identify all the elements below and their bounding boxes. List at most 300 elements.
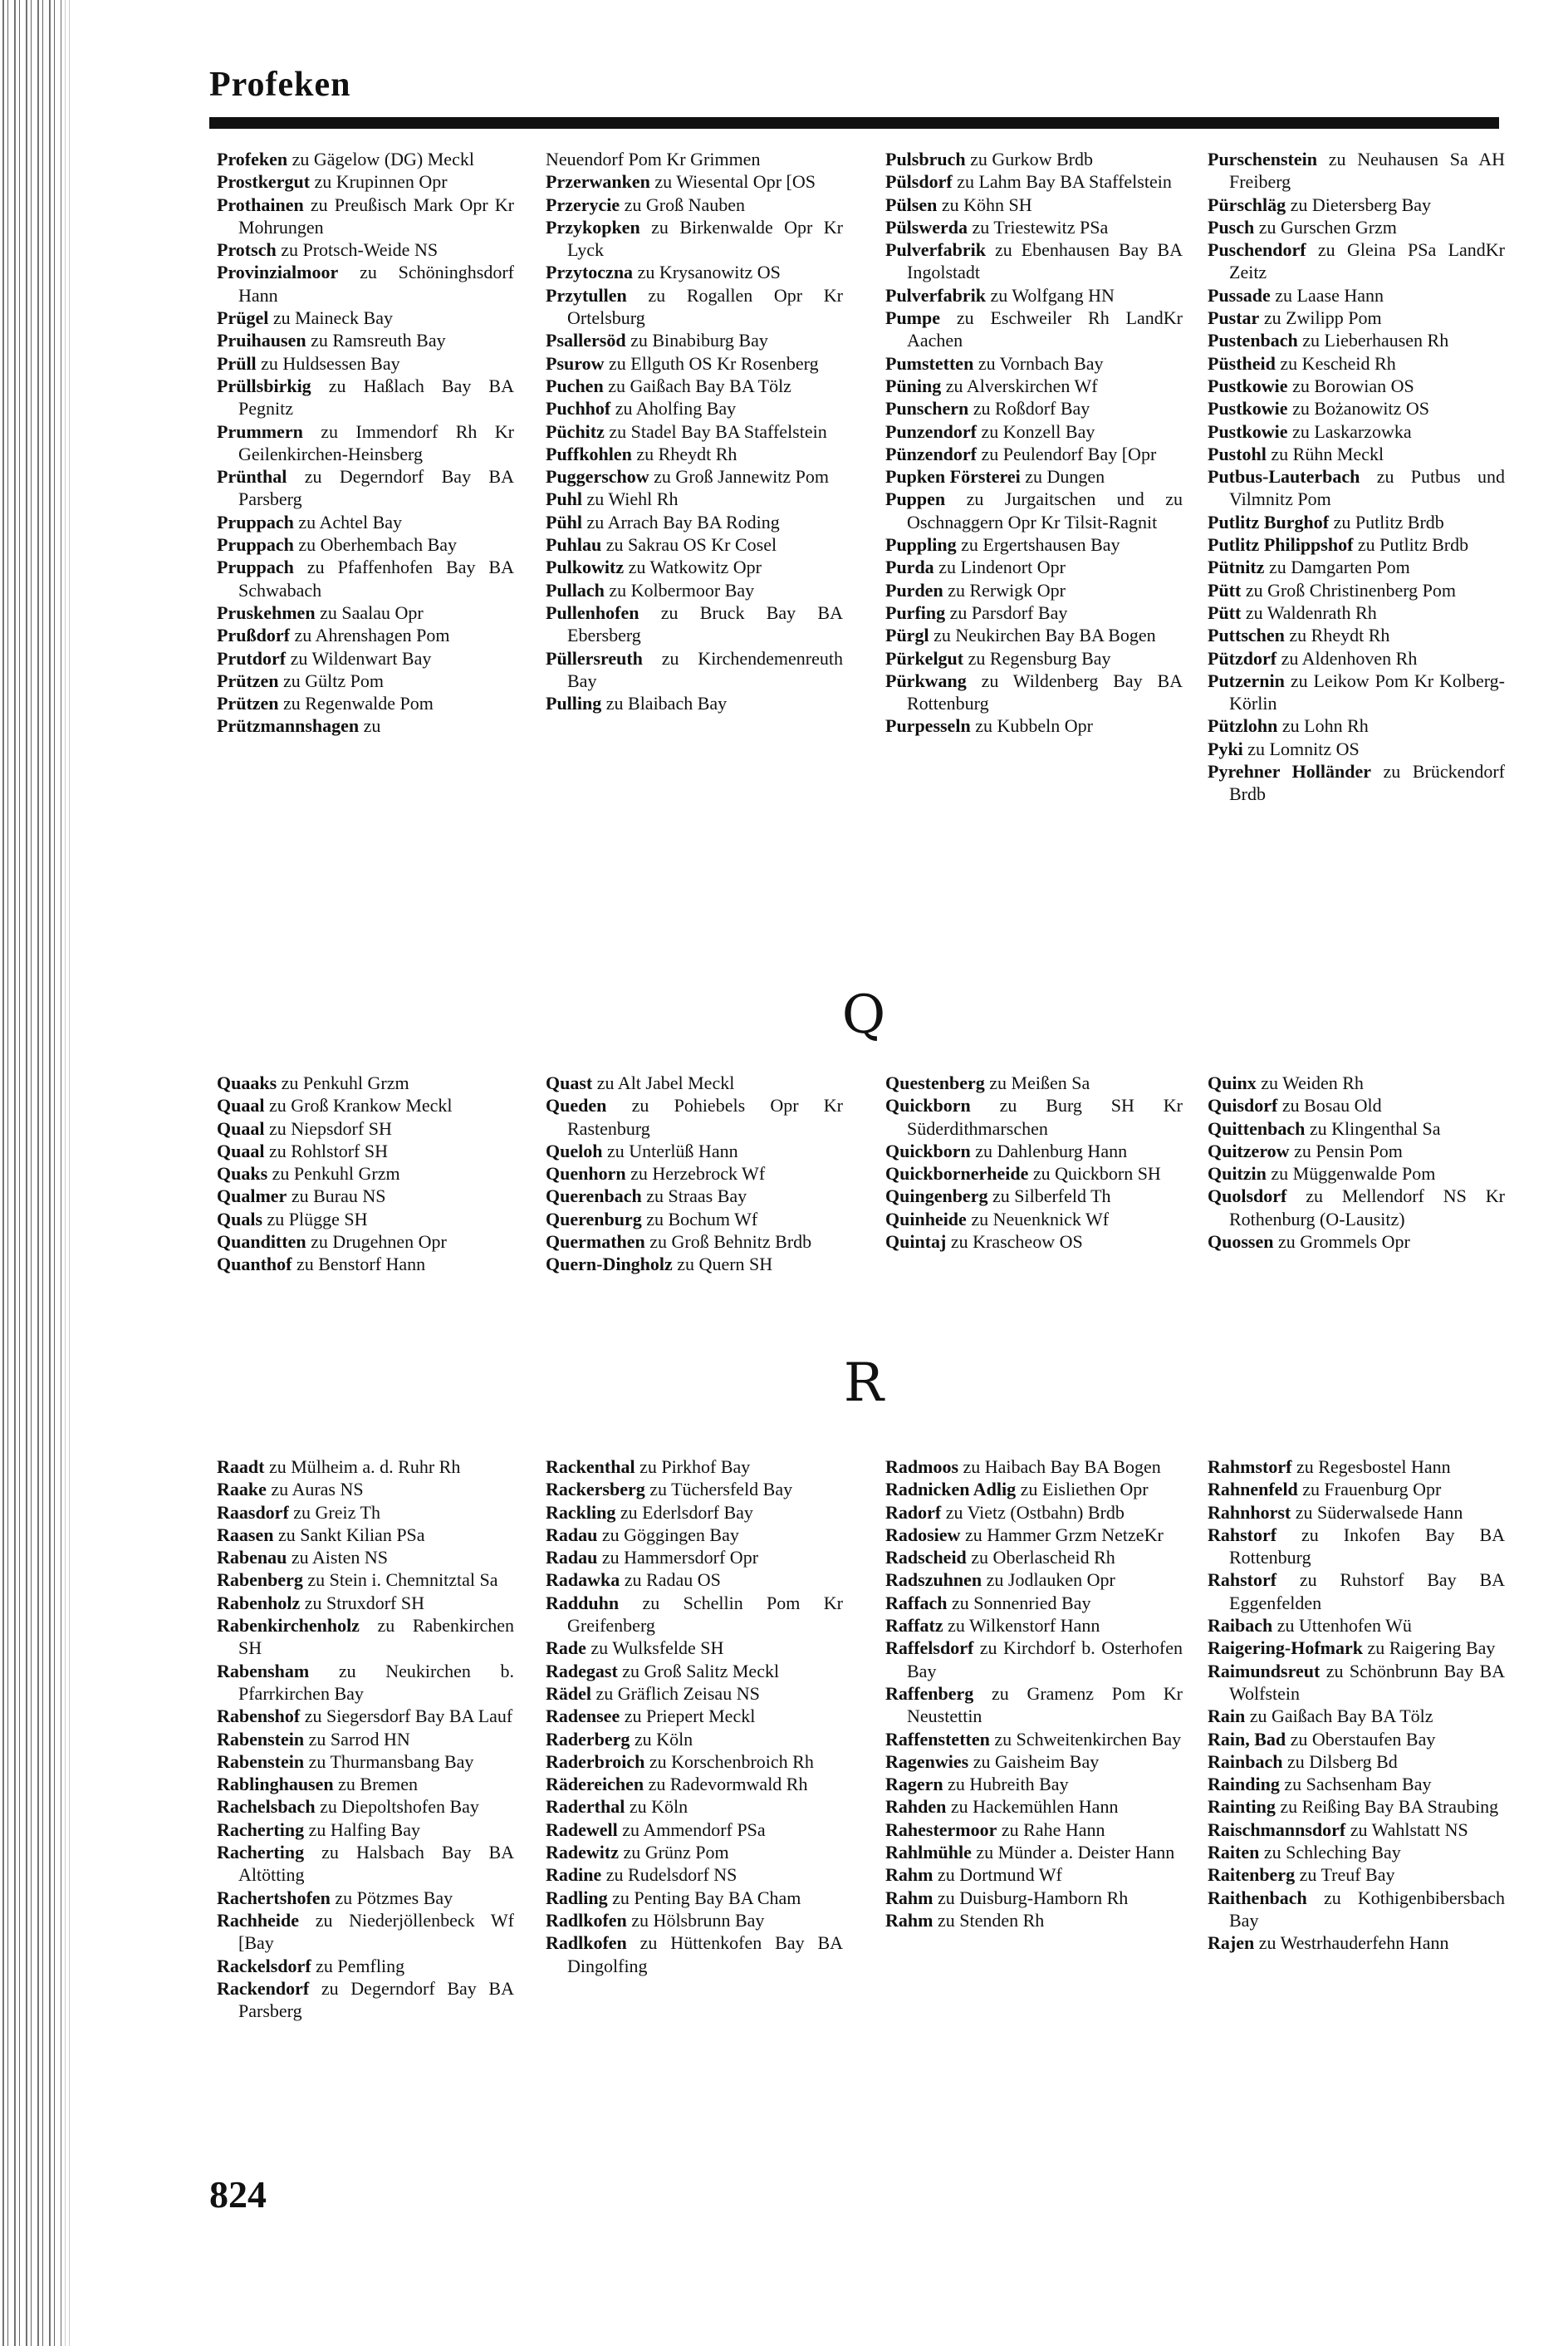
entry-location: zu Bremen bbox=[338, 1774, 419, 1795]
entry-headword: Rain, Bad bbox=[1208, 1728, 1286, 1750]
entry-location: zu Parsdorf Bay bbox=[949, 601, 1068, 623]
gazetteer-entry bbox=[217, 1094, 514, 1117]
entry-location: zu Niederjöllenbeck Wf [Bay bbox=[238, 1909, 514, 1954]
entry-headword: Puppen bbox=[885, 488, 946, 510]
gazetteer-entry bbox=[1208, 284, 1505, 307]
gazetteer-entry bbox=[217, 1253, 514, 1275]
entry-headword: Pullenhofen bbox=[546, 601, 639, 623]
text-column bbox=[1208, 148, 1505, 806]
gazetteer-entry bbox=[217, 624, 514, 646]
gazetteer-entry bbox=[885, 170, 1183, 193]
entry-headword: Raffenstetten bbox=[885, 1728, 990, 1750]
entry-location: zu Neukirchen Bay BA Bogen bbox=[933, 625, 1156, 646]
gazetteer-entry bbox=[885, 1728, 1183, 1750]
gazetteer-entry bbox=[217, 647, 514, 670]
gazetteer-entry bbox=[1208, 533, 1505, 556]
entry-headword: Raibach bbox=[1208, 1615, 1273, 1637]
entry-headword: Przytullen bbox=[546, 284, 627, 306]
gazetteer-entry bbox=[1208, 1094, 1505, 1117]
entry-location: zu Gleina PSa LandKr Zeitz bbox=[1229, 239, 1505, 283]
gazetteer-entry bbox=[885, 465, 1183, 488]
entry-headword: Radlkofen bbox=[546, 1932, 627, 1954]
entry-location: zu Huldsessen Bay bbox=[261, 352, 400, 374]
text-column bbox=[217, 1072, 514, 1276]
gazetteer-entry bbox=[217, 1478, 514, 1500]
gazetteer-entry bbox=[1208, 1773, 1505, 1795]
gazetteer-entry bbox=[546, 1795, 843, 1818]
gazetteer-entry bbox=[546, 1682, 843, 1705]
gazetteer-entry bbox=[546, 1592, 843, 1637]
entry-headword: Punschern bbox=[885, 398, 969, 420]
entry-headword: Rabenstein bbox=[217, 1750, 305, 1772]
gazetteer-entry bbox=[546, 1887, 843, 1909]
gazetteer-entry bbox=[217, 238, 514, 261]
entry-headword: Rädel bbox=[546, 1682, 591, 1704]
entry-headword: Rackelsdorf bbox=[217, 1955, 311, 1976]
gazetteer-entry bbox=[546, 1568, 843, 1591]
entry-headword: Raiten bbox=[1208, 1842, 1260, 1863]
gazetteer-entry bbox=[885, 397, 1183, 420]
entry-location: zu Treuf Bay bbox=[1299, 1864, 1395, 1886]
gazetteer-entry bbox=[885, 1546, 1183, 1568]
gazetteer-entry bbox=[885, 1072, 1183, 1094]
entry-location: zu Münder a. Deister Hann bbox=[976, 1842, 1175, 1863]
entry-headword: Puchhof bbox=[546, 398, 611, 420]
entry-location: zu Stein i. Chemnitztal Sa bbox=[307, 1569, 498, 1591]
entry-headword: Pruihausen bbox=[217, 330, 306, 351]
gazetteer-entry bbox=[1208, 1637, 1505, 1659]
entry-headword: Punzendorf bbox=[885, 420, 977, 442]
entry-location: zu Ruhstorf Bay BA Eggenfelden bbox=[1229, 1569, 1505, 1613]
gazetteer-entry bbox=[1208, 375, 1505, 397]
entry-headword: Radorf bbox=[885, 1501, 942, 1523]
gazetteer-entry bbox=[217, 1117, 514, 1140]
gazetteer-entry bbox=[885, 1841, 1183, 1863]
entry-headword: Pühl bbox=[546, 511, 583, 533]
text-column bbox=[217, 1455, 514, 2022]
entry-headword: Rabensham bbox=[217, 1660, 310, 1681]
gazetteer-entry bbox=[1208, 329, 1505, 351]
entry-headword: Queloh bbox=[546, 1140, 603, 1161]
entry-location: zu Groß Nauben bbox=[624, 194, 746, 215]
entry-location: zu Burau NS bbox=[291, 1185, 386, 1207]
gazetteer-entry bbox=[1208, 465, 1505, 511]
entry-location: zu Alverskirchen Wf bbox=[945, 375, 1098, 396]
entry-headword: Quenhorn bbox=[546, 1163, 626, 1185]
entry-location: zu Quickborn SH bbox=[1032, 1163, 1161, 1185]
entry-location: zu Ramsreuth Bay bbox=[311, 330, 446, 351]
entry-location: zu Niepsdorf SH bbox=[268, 1117, 392, 1139]
entry-location: zu Sachsenham Bay bbox=[1284, 1774, 1432, 1795]
entry-location: zu Bożanowitz OS bbox=[1292, 398, 1430, 420]
entry-headword: Radau bbox=[546, 1547, 598, 1568]
gazetteer-entry bbox=[217, 1705, 514, 1727]
entry-headword: Rahestermoor bbox=[885, 1818, 997, 1840]
entry-headword: Prützen bbox=[217, 693, 279, 714]
gazetteer-entry bbox=[1208, 397, 1505, 420]
entry-headword: Quinx bbox=[1208, 1072, 1257, 1093]
entry-headword: Prützmannshagen bbox=[217, 715, 360, 737]
entry-headword: Radling bbox=[546, 1887, 608, 1908]
gazetteer-entry bbox=[217, 556, 514, 601]
entry-location: zu Oberlascheid Rh bbox=[971, 1547, 1115, 1568]
gazetteer-entry bbox=[546, 1818, 843, 1841]
entry-headword: Rahm bbox=[885, 1909, 933, 1931]
entry-headword: Rahstorf bbox=[1208, 1524, 1277, 1545]
gazetteer-entry bbox=[217, 1568, 514, 1591]
entry-headword: Radduhn bbox=[546, 1592, 620, 1613]
gazetteer-entry bbox=[546, 284, 843, 330]
entry-location: zu Silberfeld Th bbox=[992, 1185, 1111, 1207]
gazetteer-entry bbox=[217, 194, 514, 239]
entry-headword: Quaal bbox=[217, 1095, 265, 1117]
entry-headword: Pussade bbox=[1208, 284, 1271, 306]
entry-headword: Quast bbox=[546, 1072, 593, 1093]
entry-location: zu Kothigenbibersbach Bay bbox=[1229, 1887, 1506, 1931]
entry-headword: Radnicken Adlig bbox=[885, 1479, 1017, 1500]
gazetteer-entry bbox=[546, 1931, 843, 1977]
entry-headword: Pütnitz bbox=[1208, 557, 1265, 578]
gazetteer-entry bbox=[1208, 1478, 1505, 1500]
gazetteer-entry bbox=[1208, 307, 1505, 329]
gazetteer-entry bbox=[546, 329, 843, 351]
text-column bbox=[885, 1455, 1183, 1931]
gazetteer-entry bbox=[885, 148, 1183, 170]
gazetteer-entry bbox=[885, 1162, 1183, 1185]
entry-headword: Pütt bbox=[1208, 579, 1242, 601]
gazetteer-entry bbox=[885, 488, 1183, 533]
entry-location: zu Weiden Rh bbox=[1261, 1072, 1364, 1093]
entry-location: zu Laase Hann bbox=[1275, 284, 1384, 306]
entry-location: zu Borowian OS bbox=[1292, 375, 1414, 396]
entry-headword: Prügel bbox=[217, 307, 269, 329]
entry-location: zu Groß Jannewitz Pom bbox=[654, 466, 829, 488]
entry-headword: Pürschläg bbox=[1208, 194, 1286, 215]
gazetteer-entry bbox=[217, 511, 514, 533]
gazetteer-entry bbox=[1208, 1818, 1505, 1841]
gazetteer-entry bbox=[217, 1455, 514, 1478]
entry-location: zu Hölsbrunn Bay bbox=[631, 1909, 765, 1931]
entry-headword: Raasdorf bbox=[217, 1501, 289, 1523]
gazetteer-entry bbox=[1208, 238, 1505, 284]
entry-headword: Quickborn bbox=[885, 1095, 971, 1117]
entry-location: zu Gaisheim Bay bbox=[973, 1750, 1100, 1772]
entry-headword: Purfing bbox=[885, 601, 946, 623]
entry-location: zu Mellendorf NS Kr Rothenburg (O-Lausitz) bbox=[1229, 1185, 1505, 1229]
entry-headword: Radlkofen bbox=[546, 1909, 627, 1931]
gazetteer-entry bbox=[217, 170, 514, 193]
gazetteer-entry bbox=[546, 579, 843, 601]
entry-location: zu Immendorf Rh Kr Geilenkirchen-Heinsberg bbox=[238, 420, 515, 464]
gazetteer-entry bbox=[217, 1773, 514, 1795]
gazetteer-entry bbox=[1208, 1230, 1505, 1253]
entry-headword: Qualmer bbox=[217, 1185, 287, 1207]
entry-headword: Radine bbox=[546, 1864, 602, 1886]
text-column bbox=[546, 1455, 843, 1977]
entry-location: zu Blaibach Bay bbox=[605, 693, 728, 714]
page-number: 824 bbox=[209, 2173, 267, 2216]
gazetteer-entry bbox=[217, 1728, 514, 1750]
gazetteer-entry bbox=[885, 670, 1183, 715]
gazetteer-entry bbox=[885, 1140, 1183, 1162]
entry-location: zu Birkenwalde Opr Kr Lyck bbox=[567, 216, 844, 261]
gazetteer-entry bbox=[885, 1887, 1183, 1909]
entry-location: zu Greiz Th bbox=[293, 1501, 380, 1523]
entry-location: zu Regesbostel Hann bbox=[1296, 1456, 1451, 1477]
running-head: Profeken bbox=[209, 66, 351, 104]
entry-location: zu Kirchdorf b. Osterhofen Bay bbox=[907, 1637, 1183, 1681]
entry-location: zu Hubreith Bay bbox=[948, 1774, 1069, 1795]
gazetteer-entry bbox=[885, 533, 1183, 556]
entry-location: zu Dilsberg Bd bbox=[1286, 1750, 1398, 1772]
entry-location: zu Brückendorf Brdb bbox=[1229, 761, 1506, 805]
entry-location: zu Wolfgang HN bbox=[990, 284, 1115, 306]
entry-location: zu Westrhauderfehn Hann bbox=[1258, 1932, 1449, 1954]
entry-location: zu Halfing Bay bbox=[308, 1818, 420, 1840]
entry-headword: Quaks bbox=[217, 1163, 268, 1185]
gazetteer-entry bbox=[1208, 1660, 1505, 1706]
entry-headword: Radau bbox=[546, 1524, 598, 1545]
entry-location: zu Rheydt Rh bbox=[636, 443, 737, 464]
entry-headword: Rabenkirchenholz bbox=[217, 1615, 360, 1637]
entry-headword: Puggerschow bbox=[546, 466, 649, 488]
section-letter-heading: R bbox=[843, 1352, 884, 1414]
gazetteer-entry bbox=[217, 329, 514, 351]
entry-headword: Radosiew bbox=[885, 1524, 961, 1545]
gazetteer-entry bbox=[885, 624, 1183, 646]
entry-headword: Pruppach bbox=[217, 557, 294, 578]
entry-location: zu Reißing Bay BA Straubing bbox=[1280, 1796, 1499, 1818]
gazetteer-entry bbox=[546, 511, 843, 533]
entry-location: zu Achtel Bay bbox=[298, 511, 403, 533]
gazetteer-entry bbox=[217, 1546, 514, 1568]
entry-location: zu Köln bbox=[634, 1728, 693, 1750]
entry-location: zu Regenwalde Pom bbox=[283, 693, 434, 714]
entry-headword: Puffkohlen bbox=[546, 443, 632, 464]
gazetteer-entry bbox=[885, 194, 1183, 216]
entry-headword: Quittenbach bbox=[1208, 1117, 1306, 1139]
entry-location: zu Gurschen Grzm bbox=[1258, 216, 1397, 238]
gazetteer-entry bbox=[546, 1253, 843, 1275]
entry-location: zu Hüttenkofen Bay BA Dingolfing bbox=[567, 1932, 844, 1976]
entry-location: zu Laskarzowka bbox=[1292, 420, 1412, 442]
gazetteer-entry bbox=[546, 1705, 843, 1727]
entry-location: zu Hackemühlen Hann bbox=[950, 1796, 1119, 1818]
gazetteer-entry bbox=[885, 216, 1183, 238]
gazetteer-entry bbox=[546, 352, 843, 375]
entry-location: zu Krascheow OS bbox=[950, 1231, 1083, 1253]
entry-headword: Pürkelgut bbox=[885, 647, 964, 669]
gazetteer-entry bbox=[217, 1524, 514, 1546]
entry-headword: Pülswerda bbox=[885, 216, 968, 238]
entry-headword: Radawka bbox=[546, 1569, 620, 1591]
entry-headword: Pulling bbox=[546, 693, 602, 714]
entry-headword: Rachertshofen bbox=[217, 1887, 331, 1908]
entry-headword: Quanthof bbox=[217, 1254, 292, 1275]
gazetteer-entry bbox=[546, 1185, 843, 1207]
entry-location: zu Pötzmes Bay bbox=[335, 1887, 453, 1908]
gazetteer-entry bbox=[1208, 511, 1505, 533]
entry-headword: Przerycie bbox=[546, 194, 620, 215]
entry-headword: Purschenstein bbox=[1208, 149, 1317, 169]
gazetteer-entry bbox=[217, 465, 514, 511]
entry-location: zu Rohlstorf SH bbox=[268, 1140, 388, 1161]
gazetteer-entry bbox=[1208, 1750, 1505, 1773]
entry-headword: Psallersöd bbox=[546, 330, 626, 351]
gazetteer-entry bbox=[885, 1455, 1183, 1478]
entry-headword: Rabenholz bbox=[217, 1592, 301, 1613]
entry-headword: Przerwanken bbox=[546, 171, 650, 193]
gazetteer-entry bbox=[217, 1230, 514, 1253]
text-column bbox=[885, 148, 1183, 738]
entry-location: zu Mülheim a. d. Ruhr Rh bbox=[268, 1456, 461, 1477]
gazetteer-entry bbox=[885, 307, 1183, 352]
entry-headword: Pumpe bbox=[885, 307, 940, 329]
gazetteer-entry bbox=[217, 1185, 514, 1207]
text-column bbox=[885, 1072, 1183, 1253]
entry-location: zu Groß Christinenberg Pom bbox=[1245, 579, 1457, 601]
entry-location: zu Protsch-Weide NS bbox=[281, 239, 439, 261]
entry-headword: Pürkwang bbox=[885, 670, 967, 691]
gazetteer-entry bbox=[885, 1524, 1183, 1546]
gazetteer-entry bbox=[885, 1094, 1183, 1140]
gazetteer-entry bbox=[546, 1501, 843, 1524]
entry-location: zu Eschweiler Rh LandKr Aachen bbox=[907, 307, 1183, 351]
entry-location: zu Bochum Wf bbox=[646, 1208, 758, 1229]
gazetteer-entry bbox=[1208, 556, 1505, 578]
entry-headword: Raadt bbox=[217, 1456, 265, 1477]
entry-headword: Quals bbox=[217, 1208, 263, 1229]
entry-location: zu Wulksfelde SH bbox=[590, 1637, 724, 1659]
entry-headword: Raake bbox=[217, 1479, 267, 1500]
entry-location: zu Triestewitz PSa bbox=[972, 216, 1109, 238]
entry-location: zu Thurmansbang Bay bbox=[308, 1750, 474, 1772]
gazetteer-entry bbox=[1208, 148, 1505, 194]
entry-headword: Rablinghausen bbox=[217, 1774, 334, 1795]
entry-location: zu Gägelow (DG) Meckl bbox=[292, 149, 474, 169]
entry-headword: Radewitz bbox=[546, 1842, 619, 1863]
entry-headword: Provinzialmoor bbox=[217, 262, 339, 283]
entry-location: zu Rühn Meckl bbox=[1271, 443, 1384, 464]
entry-location: zu Diepoltshofen Bay bbox=[320, 1796, 479, 1818]
gazetteer-entry bbox=[217, 1140, 514, 1162]
entry-location: zu Bruck Bay BA Ebersberg bbox=[567, 601, 843, 646]
entry-headword: Prußdorf bbox=[217, 625, 290, 646]
entry-location: zu Kolbermoor Bay bbox=[609, 579, 755, 601]
entry-location: zu Ellguth OS Kr Rosenberg bbox=[609, 352, 819, 374]
entry-headword: Rainbach bbox=[1208, 1750, 1283, 1772]
gazetteer-entry bbox=[885, 556, 1183, 578]
entry-headword: Pulverfabrik bbox=[885, 284, 986, 306]
gazetteer-entry bbox=[217, 352, 514, 375]
entry-headword: Raitenberg bbox=[1208, 1864, 1296, 1886]
entry-headword: Pumstetten bbox=[885, 352, 974, 374]
entry-headword: Purden bbox=[885, 579, 943, 601]
entry-location: zu Watkowitz Opr bbox=[628, 557, 762, 578]
entry-location: zu Frauenburg Opr bbox=[1302, 1479, 1442, 1500]
entry-headword: Psurow bbox=[546, 352, 605, 374]
entry-location: zu Oberstaufen Bay bbox=[1290, 1728, 1436, 1750]
entry-headword: Pustar bbox=[1208, 307, 1260, 329]
entry-location: zu Radau OS bbox=[624, 1569, 721, 1591]
entry-headword: Purda bbox=[885, 557, 934, 578]
entry-location: zu Zwilipp Pom bbox=[1263, 307, 1382, 329]
entry-location: zu Vornbach Bay bbox=[978, 352, 1104, 374]
entry-headword: Radewell bbox=[546, 1818, 618, 1840]
gazetteer-entry bbox=[1208, 1162, 1505, 1185]
entry-location: zu Haßlach Bay BA Pegnitz bbox=[238, 375, 514, 420]
gazetteer-entry bbox=[1208, 579, 1505, 601]
gazetteer-entry bbox=[217, 375, 514, 420]
gazetteer-entry bbox=[1208, 1795, 1505, 1818]
gazetteer-entry bbox=[1208, 624, 1505, 646]
entry-headword: Rahmstorf bbox=[1208, 1456, 1292, 1477]
entry-location: zu Straas Bay bbox=[646, 1185, 747, 1207]
entry-location: zu Gurkow Brdb bbox=[970, 149, 1093, 169]
entry-headword: Quickborn bbox=[885, 1140, 971, 1161]
entry-headword: Pullach bbox=[546, 579, 605, 601]
gazetteer-entry bbox=[217, 1841, 514, 1887]
entry-location: zu Rabenkirchen SH bbox=[238, 1615, 515, 1659]
entry-location: zu Kubbeln Opr bbox=[975, 715, 1093, 737]
entry-location: zu Gräflich Zeisau NS bbox=[595, 1682, 760, 1704]
entry-headword: Rahnenfeld bbox=[1208, 1479, 1298, 1500]
gazetteer-entry bbox=[885, 1478, 1183, 1500]
entry-headword: Ragern bbox=[885, 1774, 943, 1795]
gazetteer-entry bbox=[217, 1977, 514, 2023]
entry-location: zu Meißen Sa bbox=[989, 1072, 1090, 1093]
entry-location: zu Lindenort Opr bbox=[938, 557, 1066, 578]
gazetteer-entry bbox=[885, 1592, 1183, 1614]
gazetteer-entry bbox=[217, 1162, 514, 1185]
entry-location: zu Binabiburg Bay bbox=[630, 330, 768, 351]
entry-headword: Questenberg bbox=[885, 1072, 985, 1093]
entry-headword: Pülsen bbox=[885, 194, 938, 215]
entry-headword: Prüll bbox=[217, 352, 257, 374]
entry-headword: Przytoczna bbox=[546, 262, 634, 283]
entry-headword: Rabenau bbox=[217, 1547, 287, 1568]
entry-headword: Purpesseln bbox=[885, 715, 971, 737]
entry-location: zu Ahrenshagen Pom bbox=[294, 625, 450, 646]
entry-headword: Quingenberg bbox=[885, 1185, 988, 1207]
entry-location: zu Sonnenried Bay bbox=[952, 1592, 1091, 1613]
entry-location: zu Quern SH bbox=[677, 1254, 773, 1275]
entry-headword: Rackling bbox=[546, 1501, 616, 1523]
gazetteer-entry bbox=[1208, 1568, 1505, 1614]
gazetteer-entry bbox=[217, 1660, 514, 1706]
entry-location: zu Vietz (Ostbahn) Brdb bbox=[945, 1501, 1125, 1523]
entry-location: zu Ebenhausen Bay BA Ingolstadt bbox=[907, 239, 1183, 283]
gazetteer-entry bbox=[546, 1728, 843, 1750]
entry-location: zu Drugehnen Opr bbox=[311, 1231, 447, 1253]
entry-headword: Raderberg bbox=[546, 1728, 630, 1750]
gazetteer-entry bbox=[1208, 194, 1505, 216]
entry-headword: Quaal bbox=[217, 1140, 265, 1161]
gazetteer-entry bbox=[1208, 670, 1505, 715]
entry-headword: Puhlau bbox=[546, 534, 602, 556]
entry-location: zu Alt Jabel Meckl bbox=[596, 1072, 735, 1093]
entry-location: zu Halsbach Bay BA Altötting bbox=[238, 1842, 515, 1886]
entry-location: zu Gaißach Bay BA Tölz bbox=[1249, 1706, 1433, 1727]
entry-headword: Püchitz bbox=[546, 420, 605, 442]
entry-location: zu Degerndorf Bay BA Parsberg bbox=[238, 466, 514, 510]
entry-location: zu Maineck Bay bbox=[272, 307, 393, 329]
gazetteer-entry bbox=[1208, 601, 1505, 624]
entry-headword: Rahden bbox=[885, 1796, 947, 1818]
entry-location: zu Preußisch Mark Opr Kr Mohrungen bbox=[238, 194, 515, 238]
entry-headword: Queden bbox=[546, 1095, 607, 1117]
gazetteer-entry bbox=[546, 1524, 843, 1546]
